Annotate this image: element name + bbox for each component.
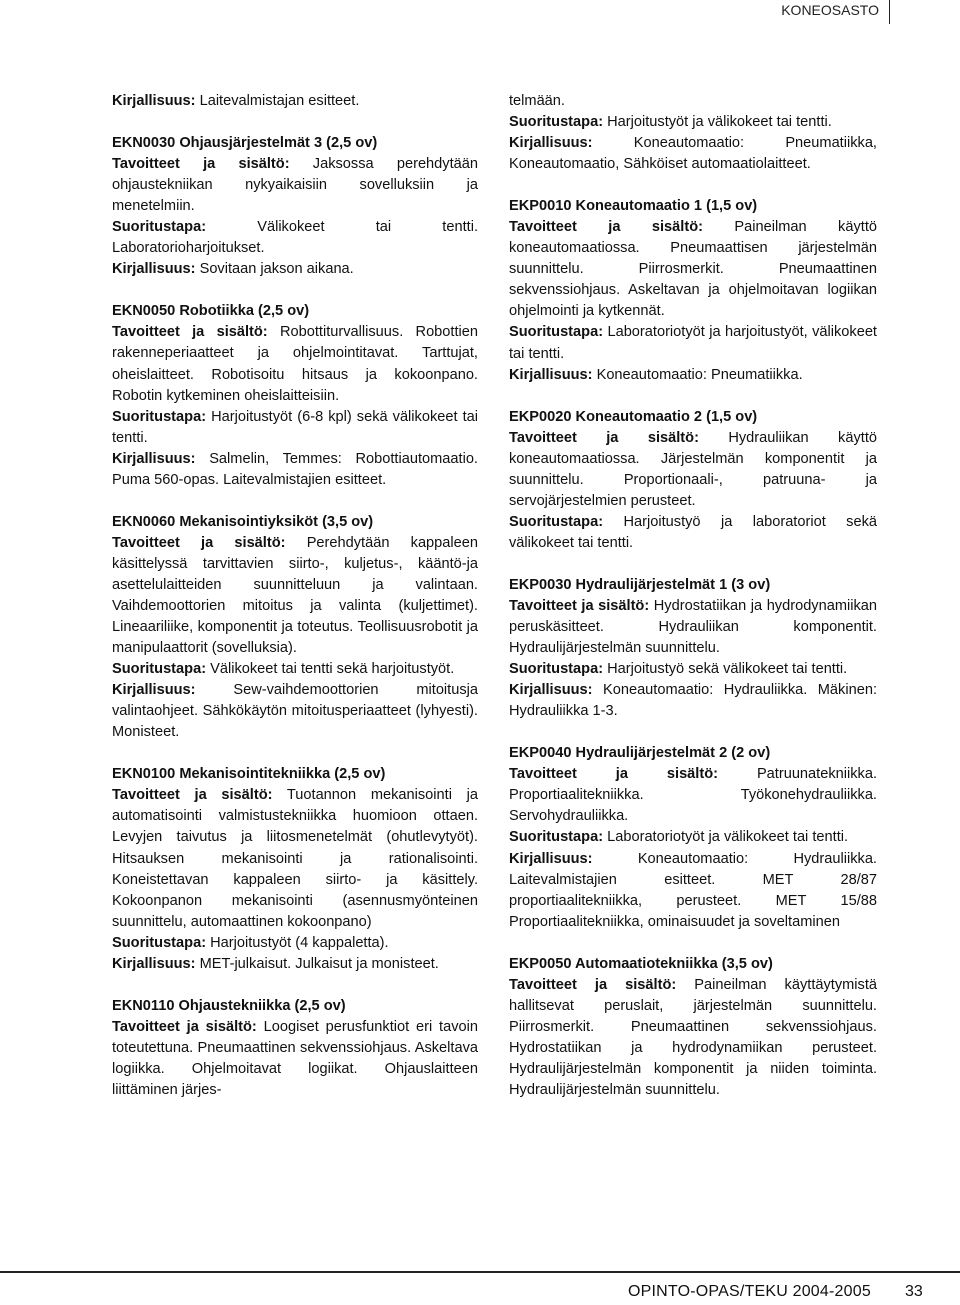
continued-text: telmään. (509, 93, 565, 109)
literature-label: Kirjallisuus: (112, 261, 196, 278)
completion-label: Suoritustapa: (112, 661, 207, 678)
completion-text: Harjoitustyöt (6-8 kpl) sekä välikokeet tai tentti. (112, 408, 478, 446)
course-completion (112, 933, 478, 954)
course-title: EKN0050 Robotiikka (2,5 ov) (112, 303, 310, 320)
literature-text: Salmelin, Temmes: Robottiautomaatio. Puma 560-opas. Laitevalmistajien esitteet. (112, 450, 478, 488)
course-title: EKN0100 Mekanisointitekniikka (2,5 ov) (112, 766, 386, 783)
course-completion (509, 827, 877, 848)
literature-text: Koneautomaatio: Hydrauliikka. Laitevalmistajien esitteet. MET 28/87 proportiaalitekniikka, perusteet. MET 15/88 Proportiaalitekniikka, ominaisuudet ja soveltaminen (509, 850, 877, 930)
goals-label: Tavoitteet ja sisältö: (509, 429, 699, 446)
completion-label: Suoritustapa: (509, 661, 604, 678)
course-title: EKP0010 Koneautomaatio 1 (1,5 ov) (509, 198, 758, 215)
goals-text: Tuotannon mekanisointi ja automatisointi valmistustekniikka huomioon ottaen. Levyjen taivutus ja liitosmenetelmät (ohutlevytyöt). Hitsauksen mekanisointi ja rationalisointi. Koneistettavan kappaleen siirto- ja käsittely. Kokoonpanon mekanisointi (asennusmyönteinen suunnittelu, automaattinen kokoonpano) (112, 787, 478, 930)
footer-publication: OPINTO-OPAS/TEKU 2004-2005 (628, 1283, 871, 1300)
literature-text: Sovitaan jakson aikana. (195, 261, 354, 278)
left-column (112, 91, 478, 1101)
course-goals (112, 533, 478, 659)
course-title: EKP0030 Hydraulijärjestelmät 1 (3 ov) (509, 576, 771, 593)
goals-text: Hydrauliikan käyttö koneautomaatiossa. Järjestelmän komponentit ja suunnittelu. Proportionaali-, patruuna- ja servojärjestelmien perusteet. (509, 429, 877, 509)
literature-label: Kirjallisuus: (112, 93, 196, 109)
completion-text: Harjoitustyöt (4 kappaletta). (206, 934, 389, 951)
goals-text: Perehdytään kappaleen käsittelyssä tarvittavien siirto-, kuljetus-, kääntö-ja asettelulaitteiden suunnitteluun ja valintaan. Vaihdemoottorien mitoitus ja valinta (kuljettimet). Lineaariliike, komponentit ja toteutus. Teollisuusrobotit ja manipulaattorit (sovelluksia). (112, 534, 478, 657)
literature-text: Laitevalmistajan esitteet. (195, 93, 360, 109)
literature-label: Kirjallisuus: (509, 366, 593, 383)
course-completion (509, 659, 877, 680)
footer-divider (0, 1271, 960, 1273)
course-literature (112, 449, 478, 491)
literature-text: Koneautomaatio: Hydrauliikka. Mäkinen: Hydrauliikka 1-3. (509, 682, 877, 720)
completion-label: Suoritustapa: (112, 219, 207, 236)
completion-text: Harjoitustyö sekä välikokeet tai tentti. (603, 661, 848, 678)
literature-label: Kirjallisuus: (509, 850, 593, 867)
goals-text: Robottiturvallisuus. Robottien rakenneperiaatteet ja ohjelmointitavat. Tarttujat, oheislaitteet. Robotisoitu hitsaus ja kokoonpano. Robotin kytkeminen oheislaitteisiin. (112, 324, 478, 404)
goals-text: Paineilman käyttö koneautomaatiossa. Pneumaattisen järjestelmän suunnittelu. Piirrosmerkit. Pneumaattinen sekvenssiohjaus. Askeltavan ja ohjelmoitavan logiikan ohjelmointi ja kytkennät. (509, 219, 877, 320)
right-column (509, 91, 877, 1101)
completion-label: Suoritustapa: (509, 324, 604, 341)
completion-label: Suoritustapa: (112, 934, 207, 951)
course-title: EKN0110 Ohjaustekniikka (2,5 ov) (112, 997, 346, 1014)
goals-label: Tavoitteet ja sisältö: (112, 534, 286, 551)
goals-label: Tavoitteet ja sisältö: (509, 766, 718, 783)
completion-text: Harjoitustyö ja laboratoriot sekä välikokeet tai tentti. (509, 513, 877, 551)
course-completion (112, 407, 478, 449)
course-goals (509, 217, 877, 322)
literature-label: Kirjallisuus: (509, 682, 593, 699)
goals-label: Tavoitteet ja sisältö: (509, 219, 703, 236)
literature-label: Kirjallisuus: (112, 450, 196, 467)
course-goals (112, 1017, 478, 1101)
course-title: EKP0040 Hydraulijärjestelmät 2 (2 ov) (509, 745, 771, 762)
course-literature (509, 680, 877, 722)
course-goals (509, 428, 877, 512)
literature-text: Koneautomaatio: Pneumatiikka, Koneautomaatio, Sähköiset automaatiolaitteet. (509, 135, 877, 173)
literature-label: Kirjallisuus: (509, 135, 593, 152)
course-title: EKP0020 Koneautomaatio 2 (1,5 ov) (509, 408, 758, 425)
goals-text: Loogiset perusfunktiot eri tavoin toteutettuna. Pneumaattinen sekvenssiohjaus. Askeltava logiikka. Ohjelmoitavat logiikat. Ohjauslaitteen liittäminen järjes- (112, 1018, 478, 1098)
goals-text: Hydrostatiikan ja hydrodynamiikan peruskäsitteet. Hydrauliikan komponentit. Hydraulijärjestelmän suunnittelu. (509, 597, 878, 657)
completion-text: Välikokeet tai tentti sekä harjoitustyöt. (206, 661, 455, 678)
completion-text: Harjoitustyöt ja välikokeet tai tentti. (603, 114, 832, 131)
goals-label: Tavoitteet ja sisältö: (112, 156, 290, 173)
course-completion (509, 112, 877, 133)
section-title: KONEOSASTO (781, 2, 879, 18)
course-goals (509, 596, 877, 659)
course-completion (112, 217, 478, 259)
course-literature (509, 365, 877, 386)
goals-label: Tavoitteet ja sisältö: (112, 787, 273, 804)
literature-text: MET-julkaisut. Julkaisut ja monisteet. (195, 955, 439, 972)
literature-text: Sew-vaihdemoottorien mitoitusja valintaohjeet. Sähkökäytön mitoitusperiaatteet (lyhyesti). Monisteet. (112, 682, 478, 741)
goals-label: Tavoitteet ja sisältö: (509, 597, 650, 614)
goals-text: Jaksossa perehdytään ohjaustekniikan nykyaikaisiin sovelluksiin ja menetelmiin. (112, 156, 478, 215)
intro-literature (112, 91, 478, 112)
course-completion (509, 512, 877, 554)
completion-text: Laboratoriotyöt ja harjoitustyöt, välikokeet tai tentti. (509, 324, 877, 362)
completion-text: Välikokeet tai tentti. Laboratorioharjoitukset. (112, 219, 478, 257)
course-literature (509, 133, 877, 175)
literature-text: Koneautomaatio: Pneumatiikka. (592, 366, 803, 383)
course-goals (509, 764, 877, 827)
course-goals (112, 154, 478, 217)
goals-label: Tavoitteet ja sisältö: (112, 1018, 257, 1035)
goals-text: Paineilman käyttäytymistä hallitsevat peruslait, järjestelmän suunnittelu. Piirrosmerkit. Pneumaattinen sekvenssiohjaus. Hydrostatiikan ja hydrodynamiikan perusteet. Hydraulijärjestelmän komponentit ja niiden toiminta. Hydraulijärjestelmän suunnittelu. (509, 976, 878, 1098)
completion-label: Suoritustapa: (509, 829, 604, 846)
page-number: 33 (905, 1283, 923, 1300)
course-literature (112, 680, 478, 743)
literature-label: Kirjallisuus: (112, 955, 196, 972)
page-header (739, 0, 890, 24)
completion-label: Suoritustapa: (509, 513, 604, 530)
completion-text: Laboratoriotyöt ja välikokeet tai tentti. (603, 829, 849, 846)
course-title: EKN0060 Mekanisointiyksiköt (3,5 ov) (112, 513, 374, 530)
goals-text: Patruunatekniikka. Proportiaalitekniikka. Työkonehydrauliikka. Servohydrauliikka. (509, 766, 878, 825)
course-literature (509, 849, 877, 933)
literature-label: Kirjallisuus: (112, 682, 196, 699)
course-goals (112, 785, 478, 932)
course-goals (509, 975, 877, 1101)
completion-label: Suoritustapa: (509, 114, 604, 131)
course-title: EKP0050 Automaatiotekniikka (3,5 ov) (509, 955, 773, 972)
course-literature (112, 954, 478, 975)
course-title: EKN0030 Ohjausjärjestelmät 3 (2,5 ov) (112, 135, 378, 152)
course-completion (509, 322, 877, 364)
goals-label: Tavoitteet ja sisältö: (509, 976, 677, 993)
completion-label: Suoritustapa: (112, 408, 207, 425)
course-literature (112, 259, 478, 280)
goals-label: Tavoitteet ja sisältö: (112, 324, 268, 341)
course-completion (112, 659, 478, 680)
course-goals (112, 322, 478, 406)
